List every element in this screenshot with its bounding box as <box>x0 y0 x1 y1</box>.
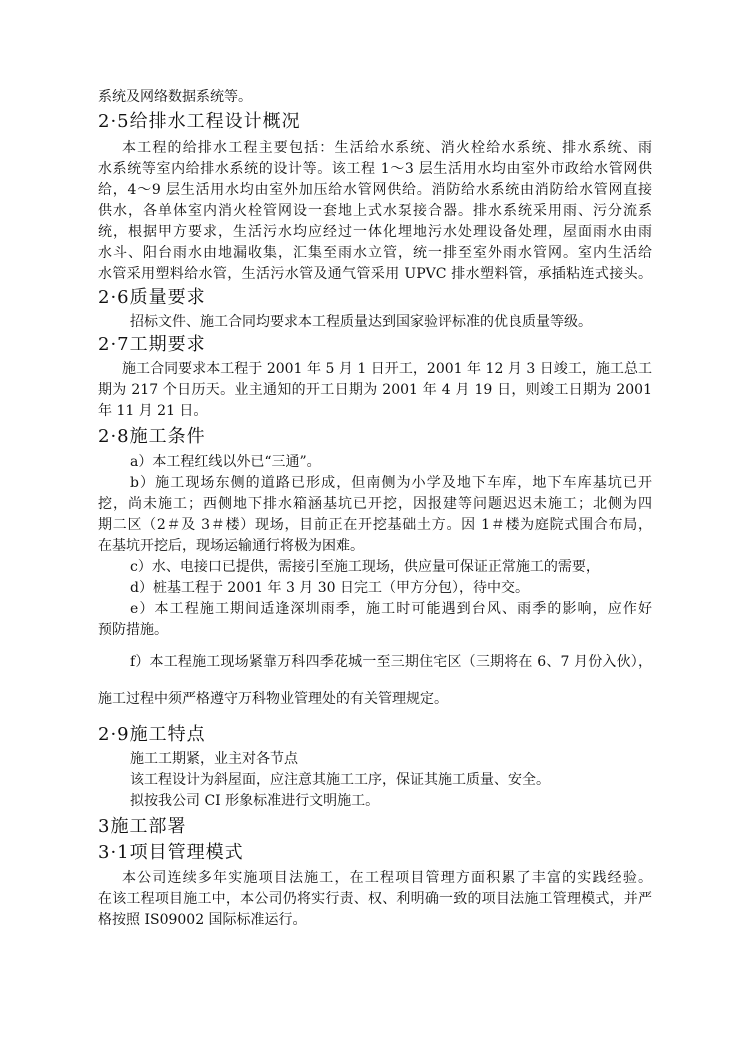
text-line: 水斗、阳台雨水由地漏收集，汇集至雨水立管，统一排至室外雨水管网。室内生活给 <box>98 245 652 261</box>
section-heading-3: 3施工部署 <box>98 816 187 837</box>
text-line: 施工合同要求本工程于 2001 年 5 月 1 日开工，2001 年 12 月 3 日竣工，施工总工 <box>122 361 652 377</box>
text-line: b）施工现场东侧的道路已形成，但南侧为小学及地下车库，地下车库基坑已开 <box>130 475 652 491</box>
text-line: 本工程的给排水工程主要包括：生活给水系统、消火栓给水系统、排水系统、雨 <box>122 140 652 156</box>
text-line: 在基坑开挖后，现场运输通行将极为困难。 <box>98 538 364 554</box>
section-heading-2-9: 2·9施工特点 <box>98 724 206 745</box>
text-line: 施工过程中须严格遵守万科物业管理处的有关管理规定。 <box>98 691 448 707</box>
text-line: 给，4～9 层生活用水均由室外加压给水管网供给。消防给水系统由消防给水管网直接 <box>98 182 652 198</box>
text-line: 本公司连续多年实施项目法施工，在工程项目管理方面积累了丰富的实践经验。 <box>122 870 652 886</box>
section-heading-2-8: 2·8施工条件 <box>98 426 206 447</box>
text-line: 预防措施。 <box>98 622 168 638</box>
section-heading-3-1: 3·1项目管理模式 <box>98 842 244 863</box>
text-line: c）水、电接口已提供，需接引至施工现场，供应量可保证正常施工的需要， <box>130 559 600 575</box>
text-line: a）本工程红线以外已“三通”。 <box>130 454 321 470</box>
section-heading-2-6: 2·6质量要求 <box>98 287 206 308</box>
text-line: 该工程设计为斜屋面，应注意其施工工序，保证其施工质量、安全。 <box>130 772 550 788</box>
text-line: 水系统等室内给排水系统的设计等。该工程 1～3 层生活用水均由室外市政给水管网供 <box>98 161 652 177</box>
text-line: 在该工程项目施工中，本公司仍将实行责、权、利明确一致的项目法施工管理模式，并严 <box>98 891 652 907</box>
text-line: 招标文件、施工合同均要求本工程质量达到国家验评标准的优良质量等级。 <box>130 314 592 330</box>
text-line: 水管采用塑料给水管，生活污水管及通气管采用 UPVC 排水塑料管，承插粘连式接头。 <box>98 266 652 282</box>
text-line: e）本工程施工期间适逢深圳雨季，施工时可能遇到台风、雨季的影响，应作好 <box>130 601 652 617</box>
text-line: 施工工期紧，业主对各节点 <box>130 751 298 767</box>
text-line: 供水，各单体室内消火栓管网设一套地上式水泵接合器。排水系统采用雨、污分流系 <box>98 203 652 219</box>
text-line: f）本工程施工现场紧靠万科四季花城一至三期住宅区（三期将在 6、7 月份入伙）， <box>130 654 652 670</box>
section-heading-2-7: 2·7工期要求 <box>98 334 206 355</box>
text-line: 年 11 月 21 日。 <box>98 403 208 419</box>
text-line: 拟按我公司 CI 形象标准进行文明施工。 <box>130 793 380 809</box>
text-line: d）桩基工程于 2001 年 3 月 30 日完工（甲方分包），待中交。 <box>130 580 530 596</box>
text-line: 期为 217 个日历天。业主通知的开工日期为 2001 年 4 月 19 日，则竣工日期为 2001 <box>98 382 652 398</box>
text-line: 挖，尚未施工；西侧地下排水箱涵基坑已开挖，因报建等问题迟迟未施工；北侧为四 <box>98 496 652 512</box>
text-line: 期二区（2＃及 3＃楼）现场，目前正在开挖基础土方。因 1＃楼为庭院式围合布局， <box>98 517 652 533</box>
text-line: 统，根据甲方要求，生活污水均应经过一体化埋地污水处理设备处理，屋面雨水由雨 <box>98 224 652 240</box>
section-heading-2-5: 2·5给排水工程设计概况 <box>98 111 301 132</box>
text-line: 格按照 IS09002 国际标准运行。 <box>98 912 307 928</box>
text-line: 系统及网络数据系统等。 <box>98 89 252 105</box>
